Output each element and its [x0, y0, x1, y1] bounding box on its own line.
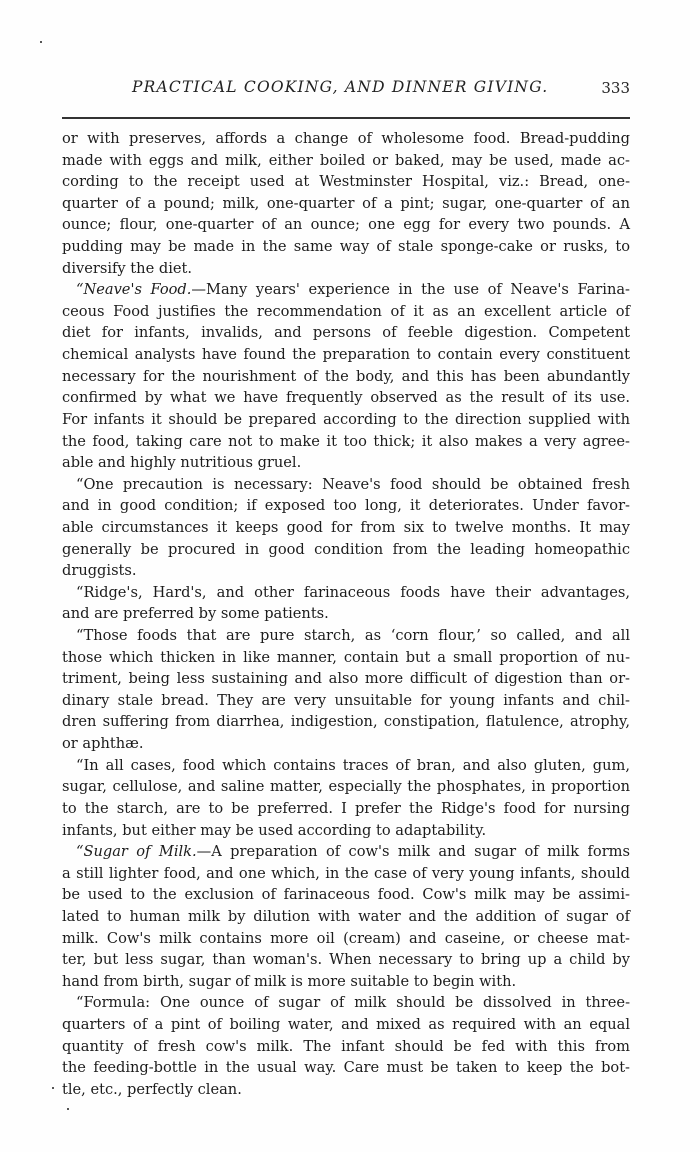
text-line	[62, 733, 630, 755]
text-line-content: a still lighter food, and one which, in the case of very young infants, should	[62, 864, 630, 882]
text-line-content: “In all cases, food which contains traces of bran, and also gluten, gum,	[76, 756, 630, 774]
text-line	[62, 906, 630, 928]
text-line-content: lated to human milk by dilution with water and the addition of sugar of	[62, 907, 630, 925]
text-line-content: “Those foods that are pure starch, as ‘corn flour,’ so called, and all	[76, 627, 630, 645]
text-line-content: druggists.	[62, 562, 137, 580]
text-line	[62, 128, 630, 150]
text-line-content: to the starch, are to be preferred. I prefer the Ridge's food for nursing	[62, 799, 630, 817]
running-head	[62, 78, 630, 104]
text-line	[62, 992, 630, 1014]
text-line	[62, 582, 630, 604]
text-line	[62, 560, 630, 582]
text-line-content: confirmed by what we have frequently observed as the result of its use.	[62, 389, 630, 407]
text-line-content: triment, being less sustaining and also more difficult of digestion than or-	[62, 670, 630, 688]
text-line	[62, 1014, 630, 1036]
text-line	[62, 625, 630, 647]
scan-speck	[40, 41, 42, 43]
text-line	[62, 517, 630, 539]
text-line-content: sugar, cellulose, and saline matter, especially the phosphates, in proportion	[62, 778, 630, 796]
text-line-content: cording to the receipt used at Westminster Hospital, viz.: Bread, one-	[62, 173, 630, 191]
text-line-content: quarters of a pint of boiling water, and mixed as required with an equal	[62, 1015, 630, 1033]
text-line-content: or with preserves, affords a change of wholesome food. Bread-pudding	[62, 130, 630, 147]
text-line	[62, 647, 630, 669]
text-line	[62, 387, 630, 409]
text-line	[62, 776, 630, 798]
text-line-content: dinary stale bread. They are very unsuitable for young infants and chil-	[62, 691, 630, 709]
text-line	[62, 668, 630, 690]
text-line-content: made with eggs and milk, either boiled or baked, may be used, made ac-	[62, 151, 630, 169]
text-line	[62, 214, 630, 236]
text-line-content: able circumstances it keeps good for from six to twelve months. It may	[62, 518, 630, 536]
text-line-content: “Ridge's, Hard's, and other farinaceous foods have their advantages,	[76, 583, 630, 601]
text-line-content: able and highly nutritious gruel.	[62, 454, 302, 472]
text-line-content: and in good condition; if exposed too long, it deteriorates. Under favor-	[62, 497, 630, 515]
text-line-content: necessary for the nourishment of the body, and this has been abundantly	[62, 367, 630, 385]
text-line-content: be used to the exclusion of farinaceous food. Cow's milk may be assimi-	[62, 886, 630, 904]
text-line	[62, 841, 630, 863]
text-line	[62, 409, 630, 431]
text-line-content: “Formula: One ounce of sugar of milk should be dissolved in three-	[76, 994, 630, 1012]
text-line-content: chemical analysts have found the preparation to contain every constituent	[62, 346, 630, 364]
text-line-content: quantity of fresh cow's milk. The infant should be fed with this from	[62, 1037, 630, 1055]
text-line	[62, 474, 630, 496]
text-line	[62, 1079, 630, 1101]
text-line-content: —A preparation of cow's milk and sugar of milk forms	[196, 843, 630, 861]
text-line-content: ceous Food justifies the recommendation of it as an excellent article of	[62, 302, 630, 320]
text-line	[62, 971, 630, 993]
text-line	[62, 301, 630, 323]
text-line	[62, 949, 630, 971]
scan-speck	[52, 1087, 54, 1089]
text-line	[62, 366, 630, 388]
text-line-content: milk. Cow's milk contains more oil (cream) and caseine, or cheese mat-	[62, 929, 630, 947]
text-line	[62, 452, 630, 474]
text-line-content: or aphthæ.	[62, 735, 144, 753]
text-line	[62, 1036, 630, 1058]
header-rule	[62, 117, 630, 119]
text-line	[62, 431, 630, 453]
text-line	[62, 798, 630, 820]
running-title: PRACTICAL COOKING, AND DINNER GIVING.	[132, 78, 549, 96]
text-line-content: tle, etc., perfectly clean.	[62, 1080, 242, 1098]
text-line	[62, 171, 630, 193]
text-line-content: hand from birth, sugar of milk is more suitable to begin with.	[62, 972, 517, 990]
page-number: 333	[601, 79, 630, 97]
text-line-content: pudding may be made in the same way of stale sponge-cake or rusks, to	[62, 238, 630, 256]
text-line-content: and are preferred by some patients.	[62, 605, 329, 623]
text-line	[62, 928, 630, 950]
text-line	[62, 236, 630, 258]
text-line	[62, 150, 630, 172]
text-line-content: diversify the diet.	[62, 259, 192, 277]
text-line	[62, 322, 630, 344]
text-line-content: ounce; flour, one-quarter of an ounce; one egg for every two pounds. A	[62, 216, 630, 234]
text-line	[62, 863, 630, 885]
text-line	[62, 193, 630, 215]
text-line-content: generally be procured in good condition from the leading homeopathic	[62, 540, 630, 558]
text-line	[62, 603, 630, 625]
text-line-content: dren suffering from diarrhea, indigestion, constipation, flatulence, atrophy,	[62, 713, 630, 731]
text-line	[62, 258, 630, 280]
text-line-content: infants, but either may be used according to adaptability.	[62, 821, 487, 839]
section-heading-italic: “Sugar of Milk.	[76, 843, 197, 861]
text-line-content: “One precaution is necessary: Neave's food should be obtained fresh	[76, 475, 630, 493]
text-line	[62, 279, 630, 301]
text-line-content: diet for infants, invalids, and persons of feeble digestion. Competent	[62, 324, 630, 342]
text-line	[62, 820, 630, 842]
text-line	[62, 344, 630, 366]
section-heading-italic: “Neave's Food.	[76, 281, 192, 299]
text-line	[62, 495, 630, 517]
text-line-content: —Many years' experience in the use of Neave's Farina-	[191, 281, 630, 299]
text-line	[62, 690, 630, 712]
body-text	[62, 128, 630, 1100]
text-line	[62, 884, 630, 906]
text-line-content: those which thicken in like manner, contain but a small proportion of nu-	[62, 648, 630, 666]
text-line	[62, 755, 630, 777]
scan-speck	[67, 1108, 69, 1110]
text-line-content: the food, taking care not to make it too thick; it also makes a very agree-	[62, 432, 630, 450]
text-line-content: ter, but less sugar, than woman's. When necessary to bring up a child by	[62, 951, 630, 969]
text-line-content: For infants it should be prepared according to the direction supplied with	[62, 410, 630, 428]
text-line	[62, 539, 630, 561]
text-line-content: quarter of a pound; milk, one-quarter of a pint; sugar, one-quarter of an	[62, 194, 630, 212]
text-line-content: the feeding-bottle in the usual way. Care must be taken to keep the bot-	[62, 1059, 630, 1077]
text-line	[62, 711, 630, 733]
text-line	[62, 1057, 630, 1079]
